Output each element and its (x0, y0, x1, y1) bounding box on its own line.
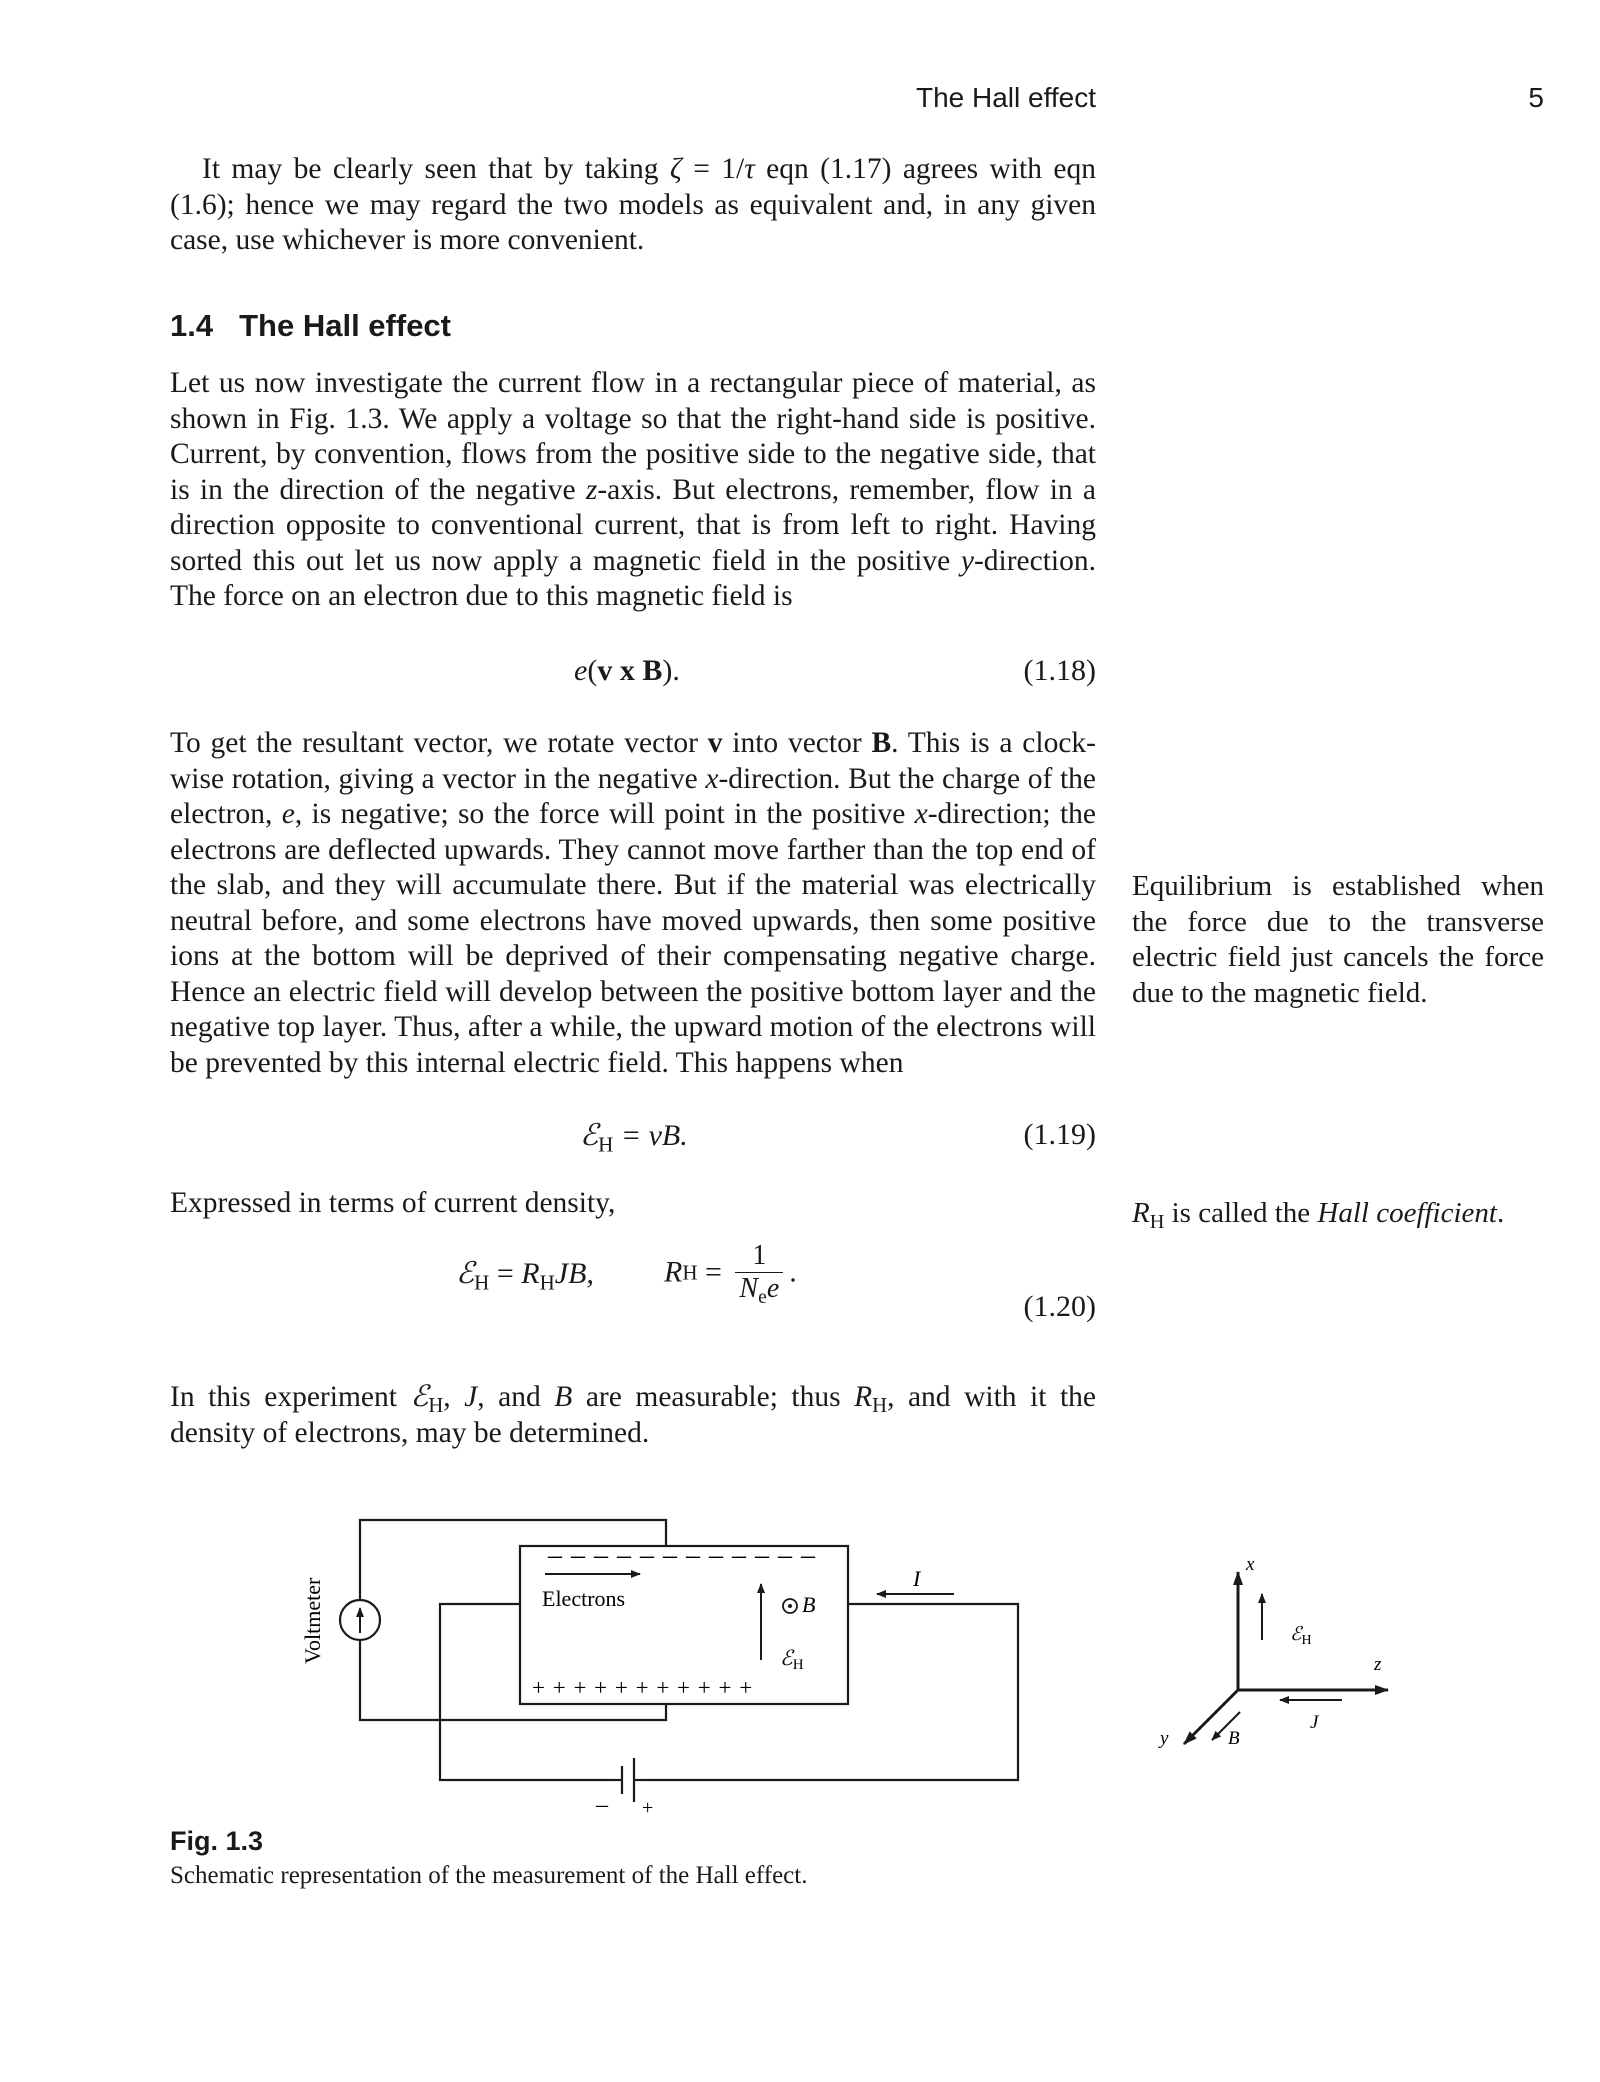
note2-text-2: . (1496, 1197, 1505, 1229)
para2-v: v (707, 727, 723, 759)
section-number: 1.4 (170, 308, 214, 343)
eq118-cross: x (612, 654, 643, 687)
note2-text-1: is called the (1164, 1197, 1318, 1229)
equation-number-1-19: (1.19) (1023, 1118, 1096, 1151)
positive-charges-bottom: + + + + + + + + + + + (532, 1675, 754, 1700)
para1-z-var: z (585, 473, 598, 506)
coordinate-axes (1184, 1572, 1388, 1744)
axis-x-label: x (1246, 1554, 1255, 1575)
zeta-symbol: ζ (669, 153, 682, 185)
eq120-H1: H (474, 1270, 490, 1295)
figure-label: Fig. 1.3 (170, 1826, 264, 1856)
tau-symbol: τ (744, 153, 755, 185)
eq118-e: e (574, 654, 588, 687)
figure-caption: Schematic representation of the measurement of the Hall effect. (170, 1862, 808, 1889)
note2-R: R (1132, 1197, 1150, 1229)
note2-H: H (1149, 1211, 1165, 1234)
para2-text-5: , is negative; so the force will point in the positive (294, 798, 915, 830)
para4-text-3: , and (477, 1381, 555, 1413)
axis-z-label: z (1374, 1654, 1382, 1675)
current-label: I (913, 1566, 921, 1591)
section-title: The Hall effect (239, 308, 451, 343)
para4-J: J (464, 1381, 478, 1413)
intro-one-over: 1/ (721, 153, 745, 185)
para4-text-4: are measurable; thus (572, 1381, 855, 1413)
eq120-eq2: = (697, 1255, 730, 1289)
battery-plus-label: + (642, 1797, 654, 1819)
note2-term: Hall coefficient (1317, 1197, 1497, 1229)
margin-note-equilibrium: Equilibrium is established when the force due to the transverse electric field just cancels the force due to the magnetic field. (1132, 870, 1544, 1009)
axis-j-label: J (1310, 1712, 1319, 1733)
para4-text-5: , and with it the density of electrons, may be determined. (170, 1381, 1097, 1449)
eq120-dot: . (789, 1255, 797, 1289)
para4-R: R (854, 1381, 873, 1413)
eq120-E: ℰ (456, 1257, 475, 1290)
para2-text-3: . This is a clock-wise rotation, giving a vector in the negative (170, 727, 1096, 795)
intro-text-b: eqn (1.17) agrees with eqn (1.6); hence we may regard the two models as equivalent and, in any given case, use whichever is more convenient. (170, 153, 1096, 256)
page-number: 5 (1528, 82, 1544, 113)
para2-B: B (871, 727, 892, 759)
eq119-H: H (598, 1132, 614, 1157)
para4-text-2: , (443, 1381, 465, 1413)
equation-number-1-20: (1.20) (1023, 1290, 1096, 1323)
hall-field-label: ℰH (780, 1646, 804, 1673)
eq120-H2: H (539, 1270, 555, 1295)
eq120-R1: R (521, 1257, 540, 1290)
para4-E: ℰ (410, 1381, 429, 1413)
eq118-close: ). (662, 654, 680, 687)
battery-symbol (610, 1758, 646, 1802)
eq120-R2: R (664, 1255, 683, 1289)
b-field-label: B (802, 1592, 816, 1617)
para2-x1: x (705, 762, 719, 795)
den-e-sub: e (758, 1286, 767, 1308)
eq118-B: B (642, 654, 663, 687)
para2-x2: x (914, 798, 928, 830)
para1-y-var: y (960, 544, 974, 577)
paragraph-3: Expressed in terms of current density, (170, 1187, 616, 1219)
para4-H1: H (428, 1395, 444, 1418)
para2-e: e (281, 798, 295, 830)
axis-b-label: B (1228, 1728, 1240, 1749)
para2-text-4: -direction. But the charge of the electron, (170, 762, 1096, 830)
axis-hall-field-label: ℰ$_H$ (1290, 1624, 1312, 1648)
para4-H2: H (872, 1395, 888, 1418)
eq120-H3: H (682, 1260, 698, 1285)
eq119-E: ℰ (580, 1119, 599, 1152)
running-title: The Hall effect (915, 82, 1096, 113)
battery-minus-label: – (596, 1792, 608, 1818)
intro-text-a: It may be clearly seen that by taking (202, 153, 670, 185)
para4-B: B (554, 1381, 573, 1413)
para1-text-1: Let us now investigate the current flow in a rectangular piece of material, as shown in Fig. 1.3. We apply a voltage so that the right-hand side is positive. Current, by convention, flows from the positive side to the negative side, that is in the direction of the negative (170, 367, 1096, 506)
eq118-v: v (597, 654, 613, 687)
eq119-rhs: = vB. (613, 1119, 688, 1152)
den-e: e (766, 1273, 780, 1304)
para2-text-6: -direction; the electrons are deflected upwards. They cannot move farther than the top end of the slab, and they will accumulate there. But if the material was electrically neutral before, and some electrons have moved upwards, then some positive ions at the bottom will be deprived of their compensating negative charge. Hence an electric field will develop between the positive bottom layer and the negative top layer. Thus, after a while, the upward motion of the electrons will be prevented by this internal electric field. This happens when (170, 798, 1096, 1079)
eq120-eq1: = (489, 1257, 522, 1290)
negative-charges-top: – – – – – – – – – – – – (548, 1540, 816, 1571)
para2-text-2: into vector (722, 727, 872, 759)
eq120-JB: JB, (554, 1257, 594, 1290)
para1-text-2: -axis. But electrons, remember, flow in a direction opposite to conventional current, that is from left to right. Having sorted this out let us now apply a magnetic field in the positive (170, 473, 1096, 577)
para1-text-3: -direction. The force on an electron due to this magnetic field is (170, 544, 1096, 612)
den-N: N (739, 1273, 759, 1304)
electrons-label: Electrons (542, 1586, 626, 1611)
eq118-open: ( (587, 654, 598, 687)
intro-eq-sign: = (681, 153, 722, 185)
axis-y-label: y (1160, 1728, 1169, 1749)
equation-number-1-18: (1.18) (1023, 654, 1096, 687)
para2-text-1: To get the resultant vector, we rotate vector (170, 727, 708, 759)
voltmeter-label: Voltmeter (300, 1577, 325, 1664)
para4-text-1: In this experiment (170, 1381, 411, 1413)
fraction-numerator: 1 (752, 1240, 767, 1271)
